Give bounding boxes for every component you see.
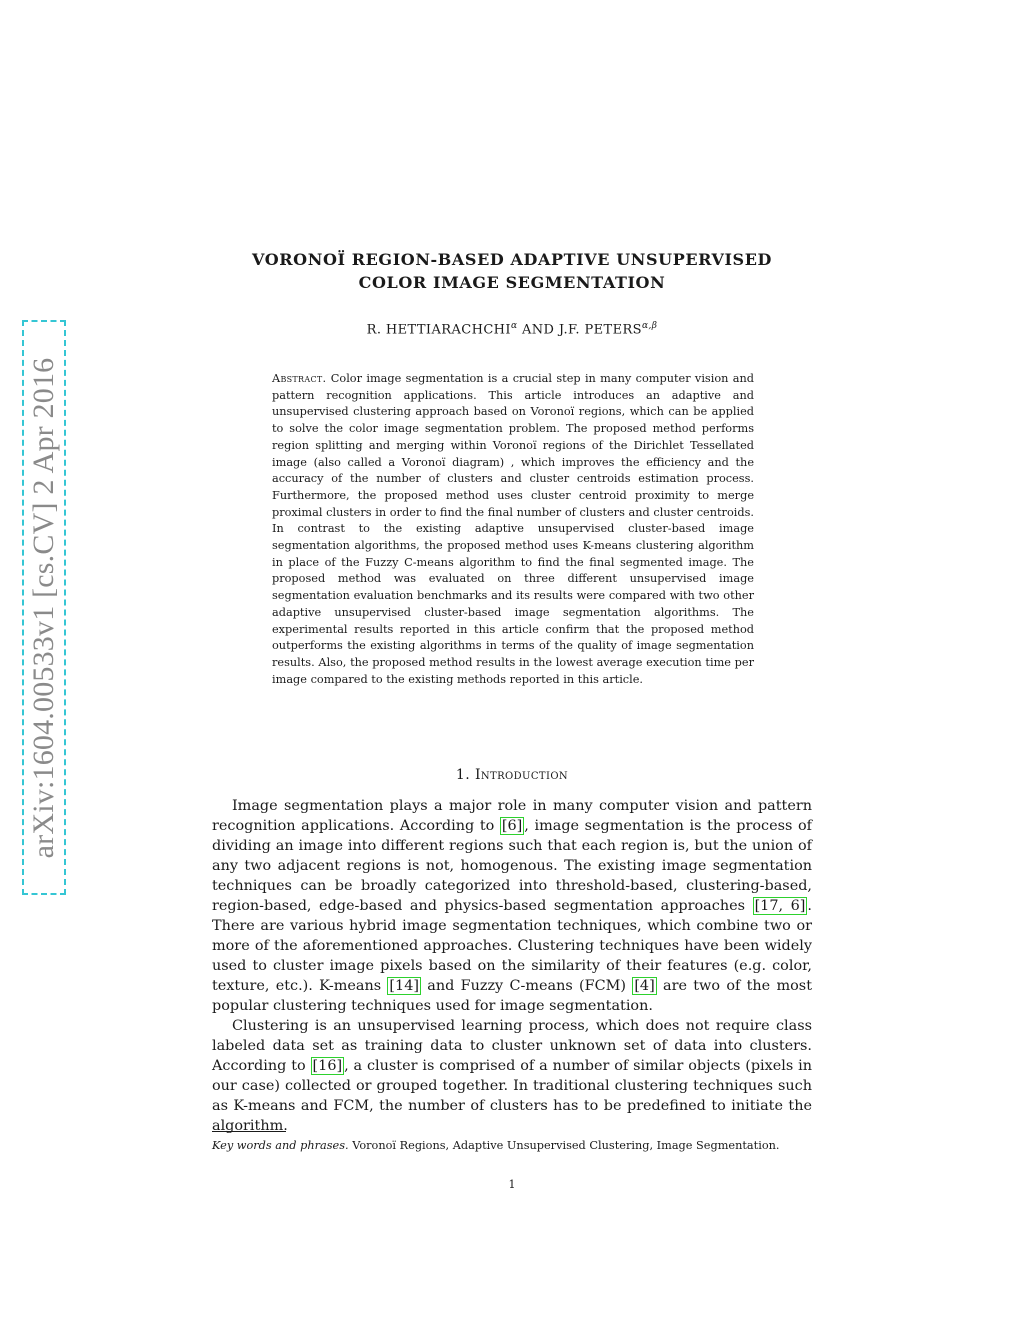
citation-link[interactable]: [14] (389, 978, 419, 994)
title-line-1: VORONOÏ REGION-BASED ADAPTIVE UNSUPERVISED (252, 250, 772, 269)
citation-link[interactable]: [17, 6] (754, 898, 806, 914)
arxiv-stamp[interactable] (22, 320, 66, 895)
citation-link[interactable]: [16] (312, 1058, 343, 1074)
paragraph-1-text-a: Image segmentation plays a major role in many computer vision and pattern recognition applications. According to (212, 798, 812, 834)
title-line-2: COLOR IMAGE SEGMENTATION (358, 273, 666, 292)
paragraph-2-text-a: Clustering is an unsupervised learning process, which does not require class labeled data set as training data to cluster unknown set of data into clusters. According to (212, 1018, 812, 1074)
author-1: R. HETTIARACHCHI (366, 322, 511, 338)
abstract-text: Color image segmentation is a crucial step in many computer vision and pattern recognition applications. This article introduces an adaptive and unsupervised clustering approach based on Voronoï regions, which can be applied to solve the color image segmentation problem. The proposed method performs region splitting and merging within Voronoï regions of the Dirichlet Tessellated image (also called a Voronoï diagram) , which improves the efficiency and the accuracy of the number of clusters and cluster centroids estimation process. Furthermore, the proposed method uses cluster centroid proximity to merge proximal clusters in order to find the final number of clusters and cluster centroids. In contrast to the existing adaptive unsupervised cluster-based image segmentation algorithms, the proposed method uses K-means clustering algorithm in place of the Fuzzy C-means algorithm to find the final segmented image. The proposed method was evaluated on three different unsupervised image segmentation evaluation benchmarks and its results were compared with two other adaptive unsupervised cluster-based image segmentation algorithms. The experimental results reported in this article confirm that the proposed method outperforms the existing algorithms in terms of the quality of image segmentation results. Also, the proposed method results in the lowest average execution time per image compared to the existing methods reported in this article. (272, 372, 754, 686)
footnote (212, 1138, 812, 1155)
paragraph-1-text-d: and Fuzzy C-means (FCM) (420, 978, 633, 994)
author-2: J.F. PETERS (558, 322, 642, 338)
paragraph-2 (212, 1016, 812, 1136)
section-heading (160, 767, 864, 783)
paragraph-1 (212, 796, 812, 1016)
citation-link[interactable]: [6] (501, 818, 523, 834)
section-number: 1. (455, 767, 471, 783)
paragraph-1-text-b: , image segmentation is the process of dividing an image into different regions such that each region is, but the union of any two adjacent regions is not, homogenous. The existing image segmentation techniques can be broadly categorized into threshold-based, clustering-based, region-based, edge-based and physics-based segmentation approaches (212, 818, 812, 914)
keywords-label: Key words and phrases. (212, 1139, 349, 1152)
paragraph-1-text-e: are two of the most popular clustering techniques used for image segmentation. (212, 978, 812, 1014)
author-list (160, 321, 864, 337)
footnote-divider (212, 1131, 286, 1132)
paper-title (160, 248, 864, 294)
body-text (212, 796, 812, 1136)
paragraph-2-text-b: , a cluster is comprised of a number of similar objects (pixels in our case) collected or grouped together. In traditional clustering techniques such as K-means and FCM, the number of clusters has to be predefined to initiate the algorithm. (212, 1058, 812, 1134)
citation-link[interactable]: [4] (634, 978, 655, 994)
author-connector: AND (517, 322, 559, 338)
author-2-affiliation: α,β (641, 321, 658, 331)
abstract (272, 371, 754, 688)
page-number: 1 (508, 1178, 516, 1191)
section-title: Introduction (474, 767, 569, 783)
author-1-affiliation: α (510, 321, 518, 331)
arxiv-identifier[interactable]: arXiv:1604.00533v1 [cs.CV] 2 Apr 2016 (27, 357, 60, 858)
paragraph-1-text-c: . There are various hybrid image segmentation techniques, which combine two or more of the aforementioned approaches. Clustering techniques have been widely used to cluster image pixels based on the similarity of their features (e.g. color, texture, etc.). K-means (212, 898, 812, 994)
abstract-label: Abstract. (272, 372, 327, 385)
keywords-text: Voronoï Regions, Adaptive Unsupervised Clustering, Image Segmentation. (348, 1139, 780, 1152)
